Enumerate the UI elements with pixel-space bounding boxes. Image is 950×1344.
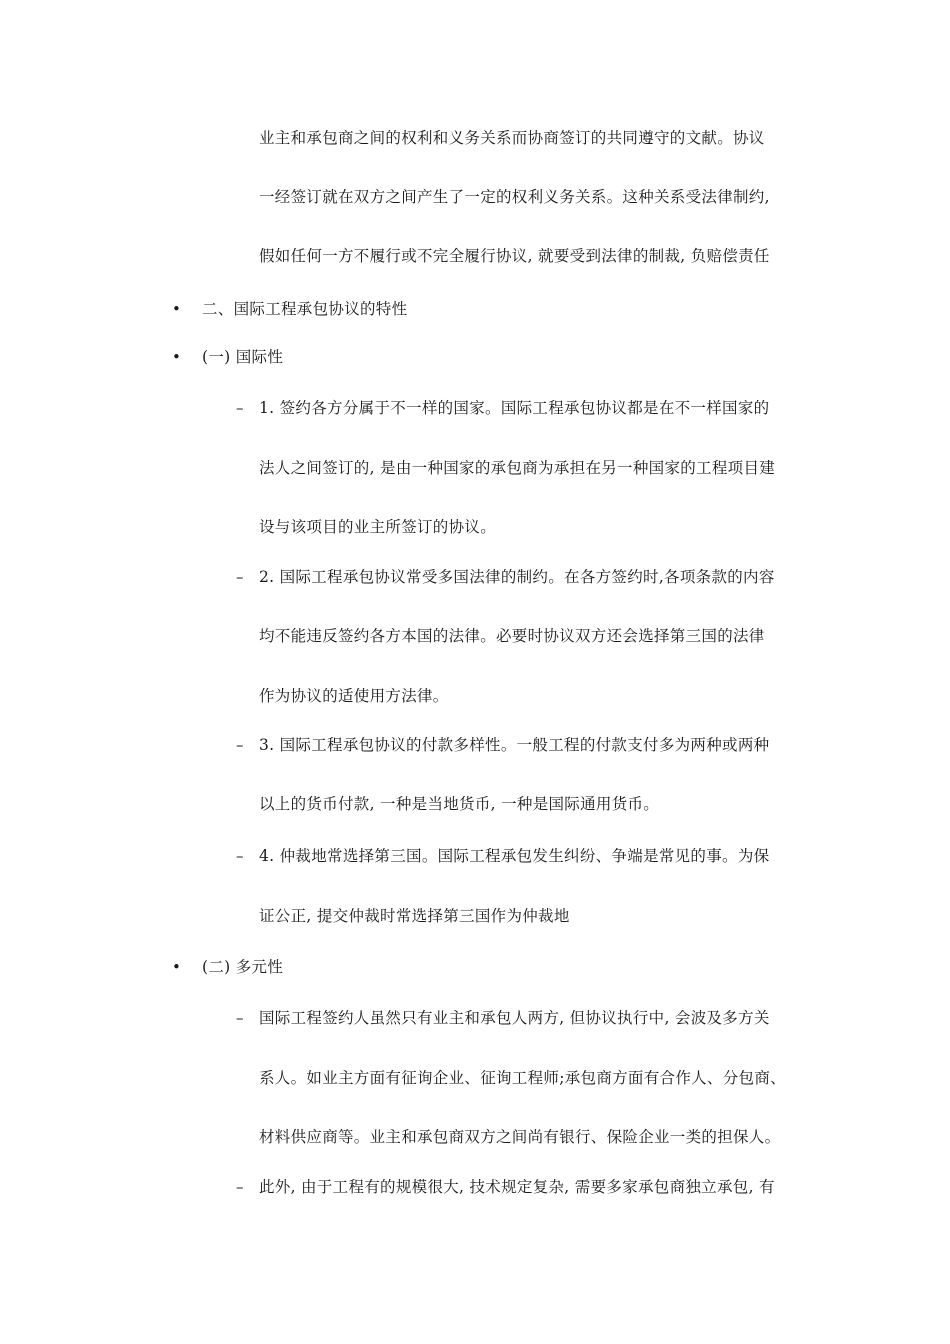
list-item-line: 材料供应商等。业主和承包商双方之间尚有银行、保险企业一类的担保人。 bbox=[259, 1128, 781, 1146]
dash-marker: – bbox=[236, 568, 244, 586]
bullet-marker: • bbox=[172, 348, 181, 366]
list-item-line: 法人之间签订的, 是由一种国家的承包商为承担在另一种国家的工程项目建 bbox=[259, 459, 776, 477]
bullet-marker: • bbox=[172, 300, 181, 318]
list-item-line: 证公正, 提交仲裁时常选择第三国作为仲裁地 bbox=[259, 907, 570, 925]
list-item-line: 系人。如业主方面有征询企业、征询工程师;承包商方面有合作人、分包商、 bbox=[259, 1069, 786, 1087]
dash-marker: – bbox=[236, 399, 244, 417]
list-item-line: 1. 签约各方分属于不一样的国家。国际工程承包协议都是在不一样国家的 bbox=[259, 399, 770, 417]
dash-marker: – bbox=[236, 1178, 244, 1196]
list-item-line: 此外, 由于工程有的规模很大, 技术规定复杂, 需要多家承包商独立承包, 有 bbox=[259, 1178, 775, 1196]
list-item-line: 国际工程签约人虽然只有业主和承包人两方, 但协议执行中, 会波及多方关 bbox=[259, 1009, 770, 1027]
intro-line-3: 假如任何一方不履行或不完全履行协议, 就要受到法律的制裁, 负赔偿责任 bbox=[259, 247, 770, 265]
subsection-heading-plurality: (二) 多元性 bbox=[202, 958, 284, 976]
subsection-heading-internationality: (一) 国际性 bbox=[202, 348, 284, 366]
dash-marker: – bbox=[236, 847, 244, 865]
list-item-line: 设与该项目的业主所签订的协议。 bbox=[259, 518, 497, 536]
bullet-marker: • bbox=[172, 958, 181, 976]
list-item-line: 3. 国际工程承包协议的付款多样性。一般工程的付款支付多为两种或两种 bbox=[259, 736, 770, 754]
intro-line-1: 业主和承包商之间的权利和义务关系而协商签订的共同遵守的文献。协议 bbox=[259, 129, 765, 147]
dash-marker: – bbox=[236, 1009, 244, 1027]
intro-line-2: 一经签订就在双方之间产生了一定的权利义务关系。这种关系受法律制约, bbox=[259, 188, 770, 206]
list-item-line: 4. 仲裁地常选择第三国。国际工程承包发生纠纷、争端是常见的事。为保 bbox=[259, 847, 770, 865]
list-item-line: 2. 国际工程承包协议常受多国法律的制约。在各方签约时,各项条款的内容 bbox=[259, 568, 775, 586]
list-item-line: 以上的货币付款, 一种是当地货币, 一种是国际通用货币。 bbox=[259, 795, 660, 813]
list-item-line: 均不能违反签约各方本国的法律。必要时协议双方还会选择第三国的法律 bbox=[259, 627, 765, 645]
section-heading: 二、国际工程承包协议的特性 bbox=[202, 300, 408, 318]
dash-marker: – bbox=[236, 736, 244, 754]
list-item-line: 作为协议的适使用方法律。 bbox=[259, 687, 449, 705]
